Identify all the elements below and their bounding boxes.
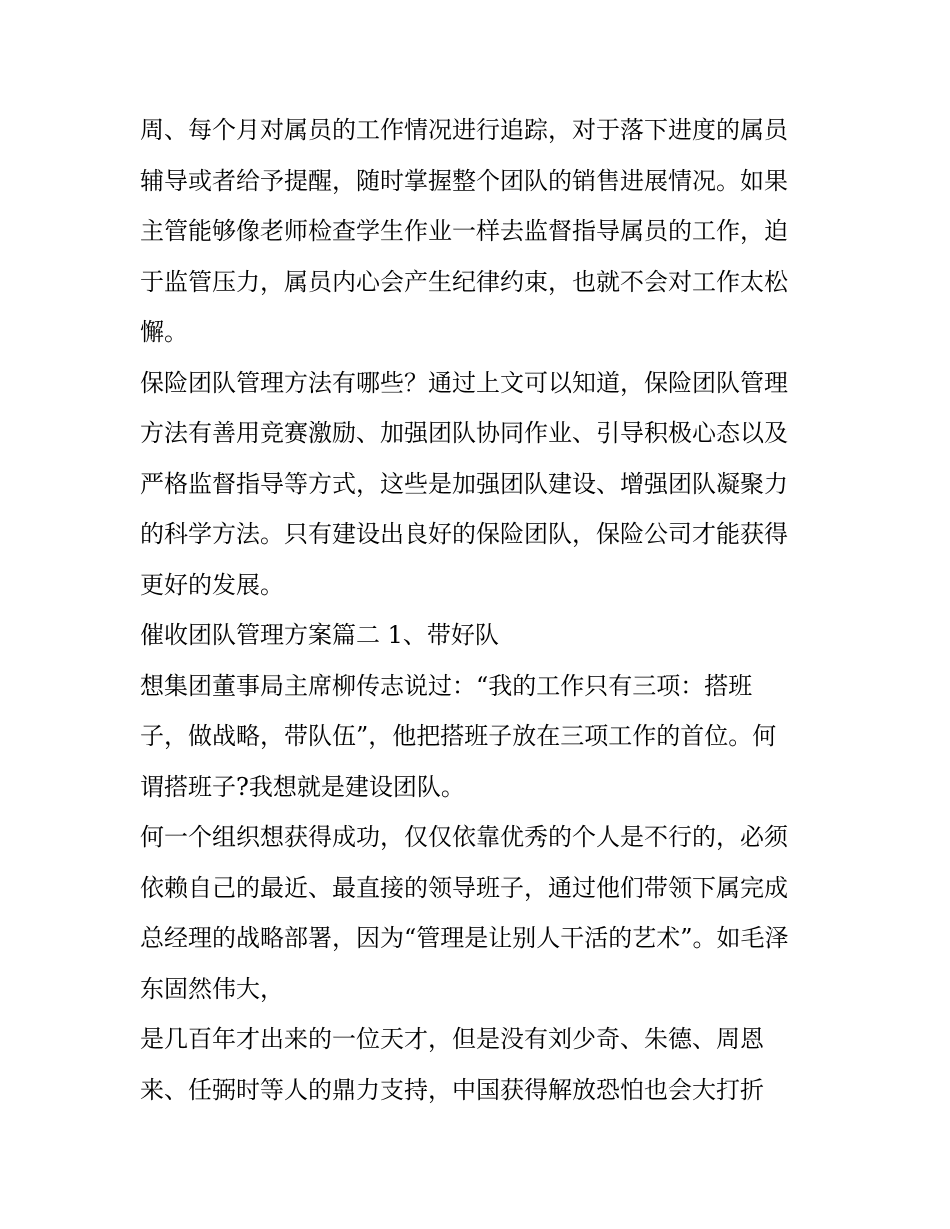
text-line: 东固然伟大，	[140, 974, 284, 1003]
text-line: 辅导或者给予提醒，随时掌握整个团队的销售进展情况。如果	[140, 166, 788, 195]
text-line: 保险团队管理方法有哪些？通过上文可以知道，保险团队管理	[140, 368, 788, 397]
paragraph-3	[140, 661, 820, 813]
text-line: 何一个组织想获得成功，仅仅依靠优秀的个人是不行的，必须	[140, 823, 788, 851]
paragraph-1	[140, 105, 820, 358]
text-line: 懈。	[140, 318, 188, 346]
text-line: 来、任弼时等人的鼎力支持，中国获得解放恐怕也会大打折	[140, 1075, 764, 1104]
text-line: 严格监督指导等方式，这些是加强团队建设、增强团队凝聚力	[140, 469, 788, 498]
text-line: 谓搭班子?我想就是建设团队。	[140, 772, 465, 801]
text-line: 子，做战略，带队伍”，他把搭班子放在三项工作的首位。何	[140, 722, 777, 750]
text-line: 是几百年才出来的一位天才，但是没有刘少奇、朱德、周恩	[140, 1025, 764, 1053]
paragraph-2	[140, 358, 820, 611]
text-line: 依赖自己的最近、最直接的领导班子，通过他们带领下属完成	[140, 873, 788, 902]
paragraph-4	[140, 812, 820, 1014]
text-line: 主管能够像老师检查学生作业一样去监督指导属员的工作，迫	[140, 217, 788, 245]
text-line: 方法有善用竞赛激励、加强团队协同作业、引导积极心态以及	[140, 419, 788, 447]
text-line: 周、每个月对属员的工作情况进行追踪，对于落下进度的属员	[140, 116, 788, 144]
text-line: 总经理的战略部署，因为“管理是让别人干活的艺术”。如毛泽	[140, 924, 789, 952]
section-heading	[140, 610, 820, 661]
text-line: 想集团董事局主席柳传志说过：“我的工作只有三项：搭班	[140, 671, 753, 700]
heading-line: 催收团队管理方案篇二 1、带好队	[140, 621, 499, 649]
text-line: 的科学方法。只有建设出良好的保险团队，保险公司才能获得	[140, 520, 788, 548]
text-line: 更好的发展。	[140, 570, 284, 599]
text-line: 于监管压力，属员内心会产生纪律约束，也就不会对工作太松	[140, 267, 788, 296]
paragraph-5	[140, 1014, 820, 1115]
document-page	[140, 105, 820, 1115]
